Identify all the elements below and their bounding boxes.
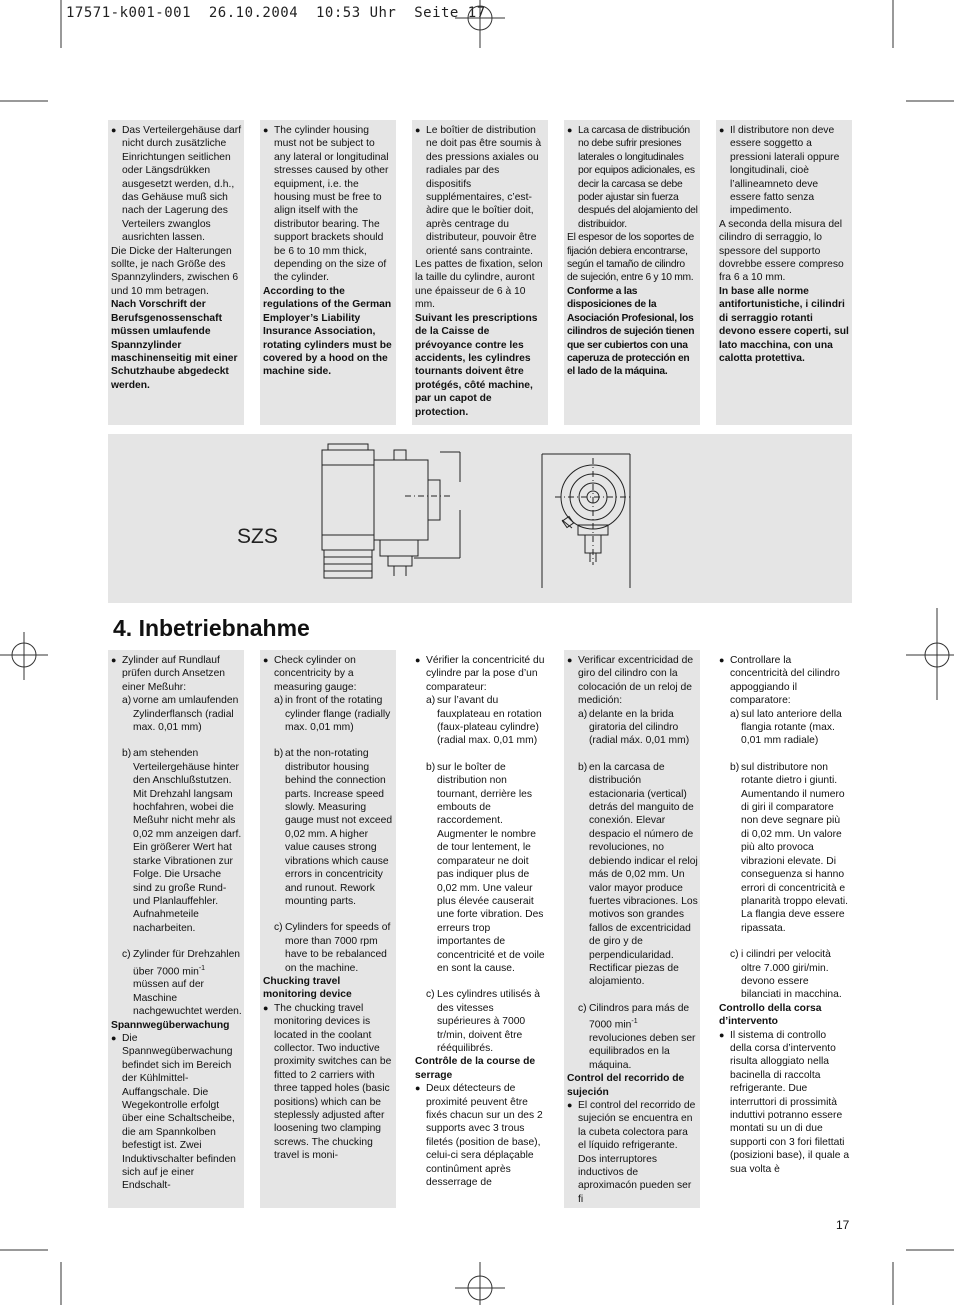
lower-fr-item-c: c) Les cylindres utilisés à des vitesses supérieures à 7000 tr/min, doivent être rééquilibrés. bbox=[426, 989, 541, 1054]
upper-column-es bbox=[564, 120, 700, 425]
lower-it-item-a: a) sul lato anteriore della flangia rotante (max. 0,01 mm radiale) bbox=[730, 708, 842, 747]
lower-de-heading: Spannwegüberwachung bbox=[111, 1019, 230, 1031]
upper-column-de bbox=[108, 120, 244, 425]
section-title: 4. Inbetriebnahme bbox=[113, 615, 310, 641]
upper-de-para: Die Dicke der Halterungen sollte, je nach Größe des Spannzylinders, zwischen 6 und 10 mm betragen. bbox=[111, 245, 239, 297]
upper-es-warning: Conforme a las disposiciones de la Asociación Profesional, los cilindros de sujeción tienen que ser cubiertos con una caperuza de protección en el lado de la máquina. bbox=[567, 285, 695, 378]
lower-en-item-a: a) in front of the rotating cylinder flange (radially max. 0,01 mm) bbox=[274, 695, 391, 734]
upper-de-warning: Nach Vorschrift der Berufsgenossenschaft müssen umlaufende Spannzylinder maschinenseitig mit einer Schutzhaube abgedeckt werden. bbox=[111, 299, 238, 391]
lower-fr-item-b: b) sur le boîter de distribution non tournant, derrière les embouts de raccordement. Augmenter le nombre de tour lentement, le comparateur ne doit pas indiquer plus de 0,02 mm. Une valeur plus élevée causerait une forte vibration. Des erreurs trop importantes de concentricité et de voile en sont la cause. bbox=[426, 761, 545, 974]
lower-de-item-b: b) am stehenden Verteilergehäuse hinter den Anschlußstutzen. Mit Drehzahl langsam hochfahren, wobei die Meßuhr nicht mehr als 0,02 mm anzeigen darf. Ein größerer Wert hat starke Vibrationen zur Folge. Die Ursache sind zu große Rund- und Planlauffehler. Aufnahmeteile nacharbeiten. bbox=[122, 748, 242, 934]
lower-es-item-a: a) delante en la brida giratoria del cilindro (radial máx. 0,01 mm) bbox=[578, 708, 690, 747]
lower-de-bullet2: ● Die Spannwegüberwachung befindet sich im Bereich der Kühlmittel-Auffangschale. Die Wegekontrolle erfolgt über eine Schaltscheibe, die am Spannkolben befestigt ist. Zwei Induktivschalter befinden sich auf je einer Endschalt- bbox=[111, 1032, 242, 1193]
upper-en-bullet: ● The cylinder housing must not be subject to any lateral or longitudinal stresses caused by other equipment, i.e. the housing must be free to align itself with the distributor bearing. The support brackets should be 6 to 10 mm thick, depending on the size of the cylinder. bbox=[263, 124, 394, 285]
lower-es-item-c: c) Cilindros para más de 7000 $\min^{-1}$ revoluciones deben ser equilibrados en la máquina. bbox=[578, 1002, 696, 1071]
upper-es-bullet: ● La carcasa de distribución no debe sufrir presiones laterales o longitudinales por equipos adicionales, es decir la carcasa se debe poder ajustar sin fuerza después del alojamiento del distribuidor. bbox=[567, 124, 698, 231]
figure-label: SZS bbox=[237, 525, 278, 548]
upper-column-en bbox=[260, 120, 396, 425]
lower-column-en bbox=[260, 650, 396, 1208]
upper-it-bullet: ● Il distributore non deve essere soggetto a pressioni laterali oppure longitudinali, cioè l’allineamneto deve essere fatto senza impedimento. bbox=[719, 124, 850, 218]
lower-de-item-a: a) vorne am umlaufenden Zylinderflansch (radial max. 0,01 mm) bbox=[122, 695, 239, 734]
upper-en-warning: According to the regulations of the German Employer’s Liability Insurance Association, rotating cylinders must be covered by a hood on the machine side. bbox=[263, 285, 392, 378]
lower-es-bullet: ● Verificar excentricidad de giro del cilindro con la colocación de un reloj de medición: bbox=[567, 654, 698, 708]
upper-fr-para: Les pattes de fixation, selon la taille du cylindre, auront une épaisseur de 6 à 10 mm. bbox=[415, 259, 543, 311]
lower-it-heading: Controllo della corsa d’intervento bbox=[719, 1002, 822, 1028]
upper-fr-bullet: ● Le boîtier de distribution ne doit pas être soumis à des pressions axiales ou radiales par des dispositifs supplémentaires, c’est-àdire que le boîtier doit, après centrage du distributeur, pouvoir être orienté sans contrainte. bbox=[415, 124, 546, 258]
upper-it-para: A seconda della misura del cilindro di serraggio, lo spessore del supporto dovrebbe essere compreso fra 6 a 10 mm. bbox=[719, 218, 844, 284]
lower-fr-item-a: a) sur l’avant du fauxplateau en rotation (faux-plateau cylindre) (radial max. 0,01 mm) bbox=[426, 695, 542, 747]
upper-column-it bbox=[716, 120, 852, 425]
upper-it-warning: In base alle norme antifortunistiche, i cilindri di serraggio rotanti devono essere coperti, sul lato macchina, con una calotta protettiva. bbox=[719, 285, 849, 364]
lower-column-es bbox=[564, 650, 700, 1208]
lower-en-bullet2: ● The chucking travel monitoring devices is located in the coolant collector. Two inductive proximity switches can be fitted to 2 carriers with three tapped holes (basic positions) which can be steplessly adjusted after loosening two clamping screws. The chucking travel is moni- bbox=[263, 1002, 394, 1163]
lower-de-bullet: ● Zylinder auf Rundlauf prüfen durch Ansetzen einer Meßuhr: bbox=[111, 654, 242, 694]
lower-en-item-b: b) at the non-rotating distributor housing behind the connection parts. Increase speed slowly. Measuring gauge must not exceed 0,02 mm. A higher value causes strong vibrations which cause errors in concentricity and runout. Rework mounting parts. bbox=[274, 748, 393, 907]
lower-column-fr bbox=[412, 650, 548, 1208]
lower-en-item-c: c) Cylinders for speeds of more than 7000 rpm have to be rebalanced on the machine. bbox=[274, 922, 391, 974]
print-slug: 17571-k001-001 26.10.2004 10:53 Uhr Seite 17 bbox=[66, 5, 486, 21]
lower-it-bullet: ● Controllare la concentricità del cilindro appoggiando il comparatore: bbox=[719, 654, 850, 708]
lower-column-de bbox=[108, 650, 244, 1208]
upper-de-bullet: ● Das Verteilergehäuse darf nicht durch zusätzliche Einrichtungen seitlichen oder Längsdrükken ausgesetzt werden, d.h., das Gehäuse muß sich nach der Lagerung des Verteilers zwanglos ausrichten lassen. bbox=[111, 124, 242, 245]
lower-column-it bbox=[716, 650, 852, 1208]
lower-it-bullet2: ● Il sistema di controllo della corsa d’intervento risulta alloggiato nella bacinella di raccolta refrigerante. Due interruttori di prossimità induttivi potranno essere montati su un di due supporti con 3 fori filettati (posizioni base), il quale a sua volta è bbox=[719, 1029, 850, 1176]
lower-en-bullet: ● Check cylinder on concentricity by a measuring gauge: bbox=[263, 654, 394, 694]
lower-de-item-c: c) Zylinder für Drehzahlen über 7000 $\min^{-1}$ müssen auf der Maschine nachgewuchtet werden. bbox=[122, 949, 242, 1018]
upper-es-para: El espesor de los soportes de fijación debiera encontrarse, según el tamaño de cilindro de sujeción, entre 6 y 10 mm. bbox=[567, 232, 694, 284]
page-number: 17 bbox=[836, 1218, 850, 1232]
lower-es-item-b: b) en la carcasa de distribución estacionaria (vertical) detrás del manguito de conexión. Elevar despacio el número de revoluciones, no debiendo indicar el reloj más de 0,02 mm. Un valor mayor produce fuertes vibraciones. Los motivos son grandes fallos de excentricidad de giro y de perpendicularidad. Rectificar piezas de alojamiento. bbox=[578, 761, 698, 988]
lower-it-item-b: b) sul distributore non rotante dietro i giunti. Aumentando il numero di giri il comparatore non deve segnare più di 0,02 mm. Un valore più alto provoca vibrazioni elevate. Di conseguenza si hanno errori di concentricità e planarità troppo elevati. La flangia deve essere ripassata. bbox=[730, 761, 849, 934]
cylinder-drawing bbox=[310, 440, 650, 590]
lower-it-item-c: c) i cilindri per velocità oltre 7.000 giri/min. devono essere bilanciati in macchina. bbox=[730, 949, 842, 1001]
lower-fr-bullet: ● Vérifier la concentricité du cylindre par la pose d’un comparateur: bbox=[415, 654, 546, 694]
lower-es-bullet2: ● El control del recorrido de sujeción se encuentra en la cubeta colectora para el líquido refrigerante. Dos interruptores inductivos de aproximacón pueden ser fi bbox=[567, 1099, 698, 1206]
lower-es-heading: Control del recorrido de sujeción bbox=[567, 1073, 685, 1098]
upper-column-fr bbox=[412, 120, 548, 425]
upper-fr-warning: Suivant les prescriptions de la Caisse de prévoyance contre les accidents, les cylindres tournants doivent être protégés, côté machine, par un capot de protection. bbox=[415, 312, 538, 418]
lower-fr-bullet2: ● Deux détecteurs de proximité peuvent être fixés chacun sur un des 2 supports avec 3 trous filetés (position de base), celui-ci sera déplaçable continûment après desserrage de bbox=[415, 1082, 546, 1189]
lower-fr-heading: Contrôle de la course de serrage bbox=[415, 1056, 536, 1081]
lower-en-heading: Chucking travel monitoring device bbox=[263, 975, 352, 1001]
